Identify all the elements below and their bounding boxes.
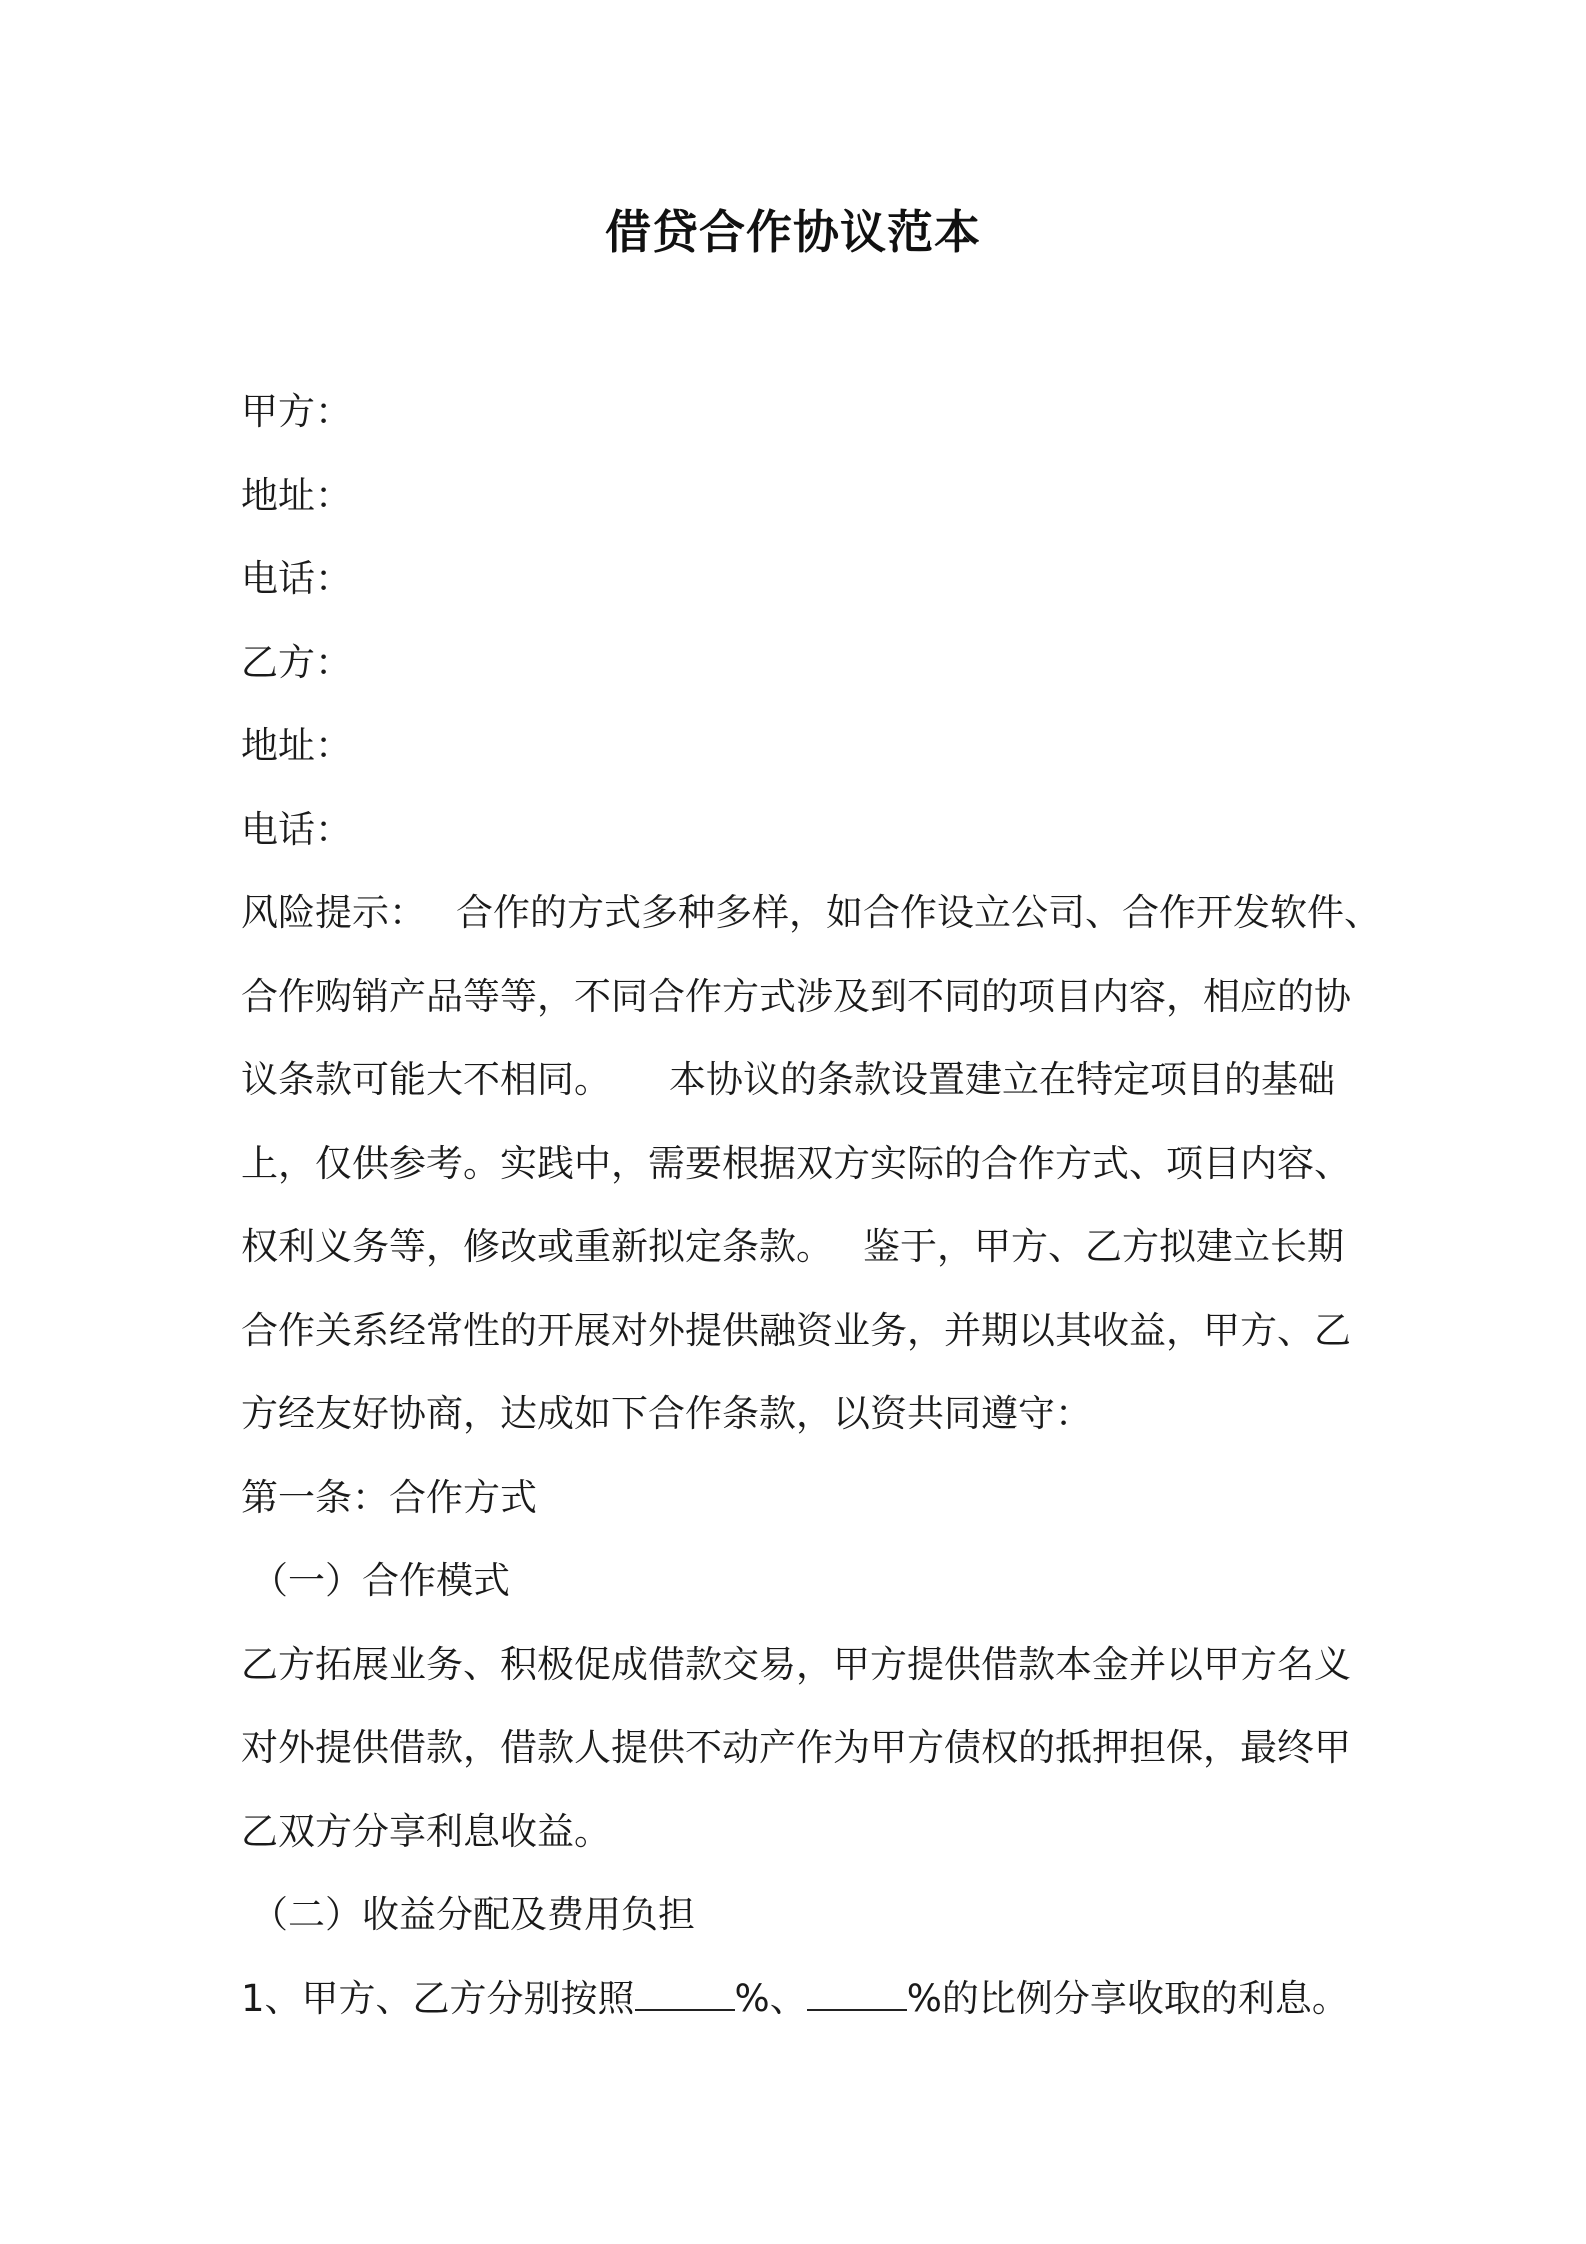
section-2-heading: （二）收益分配及费用负担 <box>251 1893 695 1936</box>
risk-line <box>241 871 1381 955</box>
party-a-phone-label: 电话： <box>241 557 352 600</box>
blank-ratio-b <box>807 1979 907 2011</box>
party-b-phone-label: 电话： <box>241 807 352 851</box>
risk-text: 鉴于，甲方、乙方拟建立长期 <box>863 1225 1344 1268</box>
risk-text: 议条款可能大不相同。 <box>241 1058 611 1101</box>
blank-ratio-a <box>635 1979 735 2011</box>
clause-1-suffix: %的比例分享收取的利息。 <box>906 1976 1349 2020</box>
party-b-address-label: 地址： <box>241 724 352 767</box>
risk-label: 风险提示： <box>241 891 426 934</box>
section-1-heading: （一）合作模式 <box>251 1559 510 1602</box>
risk-line <box>241 1038 1351 1122</box>
party-a-address-label: 地址： <box>241 473 352 517</box>
clause-1 <box>241 1957 1351 2041</box>
risk-line <box>241 1205 1351 1289</box>
clause-1-prefix: 1、甲方、乙方分别按照 <box>241 1976 635 2020</box>
risk-text: 本协议的条款设置建立在特定项目的基础 <box>669 1058 1335 1101</box>
risk-line: 合作购销产品等等，不同合作方式涉及到不同的项目内容，相应的协 <box>241 974 1351 1018</box>
section-1-line: 对外提供借款，借款人提供不动产作为甲方债权的抵押担保，最终甲 <box>241 1726 1351 1769</box>
risk-line: 上，仅供参考。实践中，需要根据双方实际的合作方式、项目内容、 <box>241 1141 1351 1185</box>
risk-line: 合作关系经常性的开展对外提供融资业务，并期以其收益，甲方、乙 <box>241 1308 1351 1352</box>
document-title: 借贷合作协议范本 <box>605 205 981 259</box>
risk-text: 合作的方式多种多样，如合作设立公司、合作开发软件、 <box>456 891 1381 934</box>
party-b-label: 乙方： <box>241 640 352 684</box>
clause-1-mid: %、 <box>734 1976 807 2020</box>
document-body <box>241 370 1381 2040</box>
section-1-line: 乙双方分享利息收益。 <box>241 1809 611 1853</box>
article-1-heading: 第一条：合作方式 <box>241 1475 537 1519</box>
risk-line: 方经友好协商，达成如下合作条款，以资共同遵守： <box>241 1392 1092 1435</box>
party-a-label: 甲方： <box>241 390 352 433</box>
risk-text: 权利义务等，修改或重新拟定条款。 <box>241 1225 833 1268</box>
section-1-line: 乙方拓展业务、积极促成借款交易，甲方提供借款本金并以甲方名义 <box>241 1642 1351 1686</box>
